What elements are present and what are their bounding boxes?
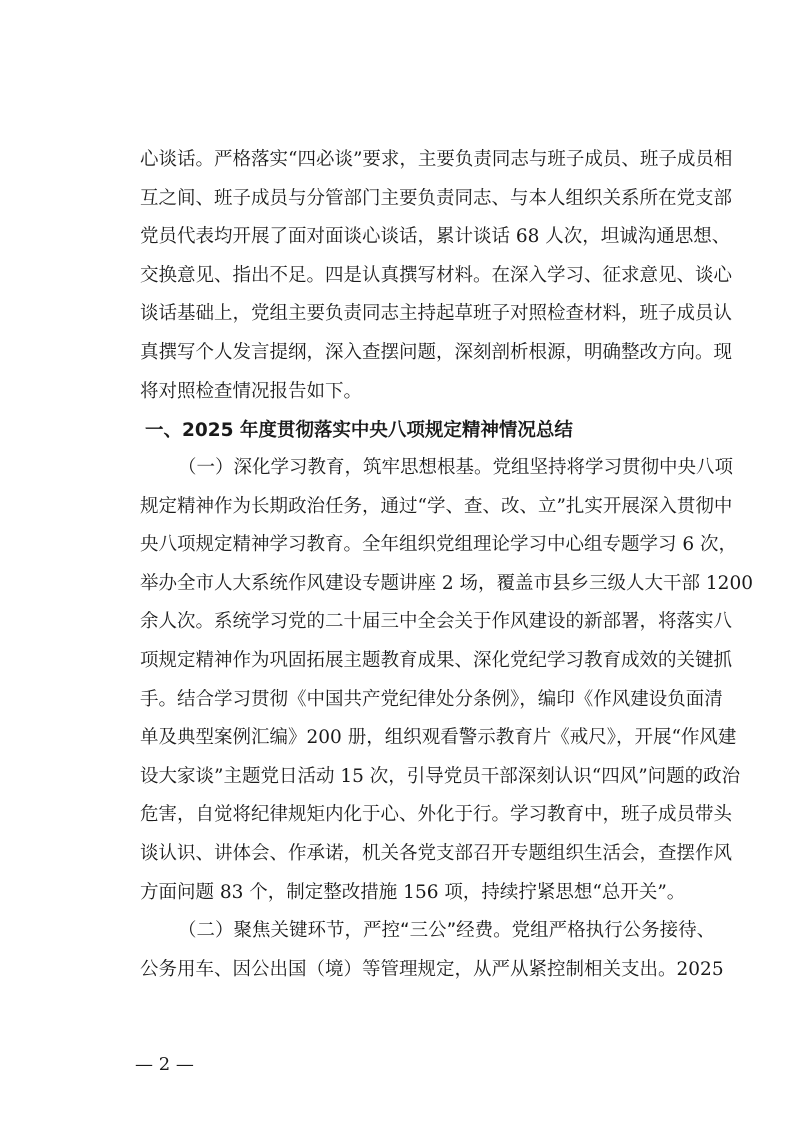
section-heading: 一、2025 年度贯彻落实中央八项规定精神情况总结 [145, 420, 573, 441]
subsection-2-first-line [178, 919, 716, 943]
text-line: 项规定精神作为巩固拓展主题教育成果、深化党纪学习教育成效的关键抓 [140, 650, 733, 671]
text-line: 将对照检查情况报告如下。 [140, 380, 363, 402]
text-line: 谈认识、讲体会、作承诺，机关各党支部召开专题组织生活会，查摆作风 [140, 843, 733, 864]
text-line: 举办全市人大系统作风建设专题讲座 2 场，覆盖市县乡三级人大干部 1200 [140, 572, 753, 594]
text-line: 谈话基础上，党组主要负责同志主持起草班子对照检查材料，班子成员认 [140, 303, 733, 325]
text-line: 单及典型案例汇编》200 册，组织观看警示教育片《戒尺》，开展“作风建 [140, 727, 737, 749]
text-line: 交换意见、指出不足。四是认真撰写材料。在深入学习、征求意见、谈心 [140, 264, 733, 286]
text-line: 危害，自觉将纪律规矩内化于心、外化于行。学习教育中，班子成员带头 [140, 804, 733, 826]
subsection-1-first-line [178, 456, 734, 480]
text-line: 方面问题 83 个，制定整改措施 156 项，持续拧紧思想“总开关”。 [140, 881, 686, 903]
text-line: 手。结合学习贯彻《中国共产党纪律处分条例》，编印《作风建设负面清 [140, 688, 723, 710]
text-line: 规定精神作为长期政治任务，通过“学、查、改、立”扎实开展深入贯彻中 [140, 495, 733, 517]
subsection-1-text: 党组坚持将学习贯彻中央八项 [492, 457, 734, 478]
text-line: 公务用车、因公出国（境）等管理规定，从严从紧控制相关支出。2025 [140, 958, 724, 980]
text-line: 余人次。系统学习党的二十届三中全会关于作风建设的新部署，将落实八 [140, 611, 733, 633]
text-line: 心谈话。严格落实“四必谈”要求，主要负责同志与班子成员、班子成员相 [140, 149, 733, 170]
text-line: 央八项规定精神学习教育。全年组织党组理论学习中心组专题学习 6 次， [140, 534, 738, 556]
subsection-2-text: 党组严格执行公务接待、 [511, 920, 716, 942]
text-line: 党员代表均开展了面对面谈心谈话，累计谈话 68 人次，坦诚沟通思想、 [140, 226, 731, 248]
page-number: — 2 — [135, 1054, 194, 1075]
subsection-2-title: （二）聚焦关键环节，严控“三公”经费。 [178, 920, 512, 942]
text-line: 真撰写个人发言提纲，深入查摆问题，深刻剖析根源，明确整改方向。现 [140, 342, 733, 363]
text-line: 互之间、班子成员与分管部门主要负责同志、与本人组织关系所在党支部 [140, 187, 733, 209]
subsection-1-title: （一）深化学习教育，筑牢思想根基。 [178, 457, 493, 478]
text-line: 设大家谈”主题党日活动 15 次，引导党员干部深刻认识“四风”问题的政治 [140, 765, 741, 787]
